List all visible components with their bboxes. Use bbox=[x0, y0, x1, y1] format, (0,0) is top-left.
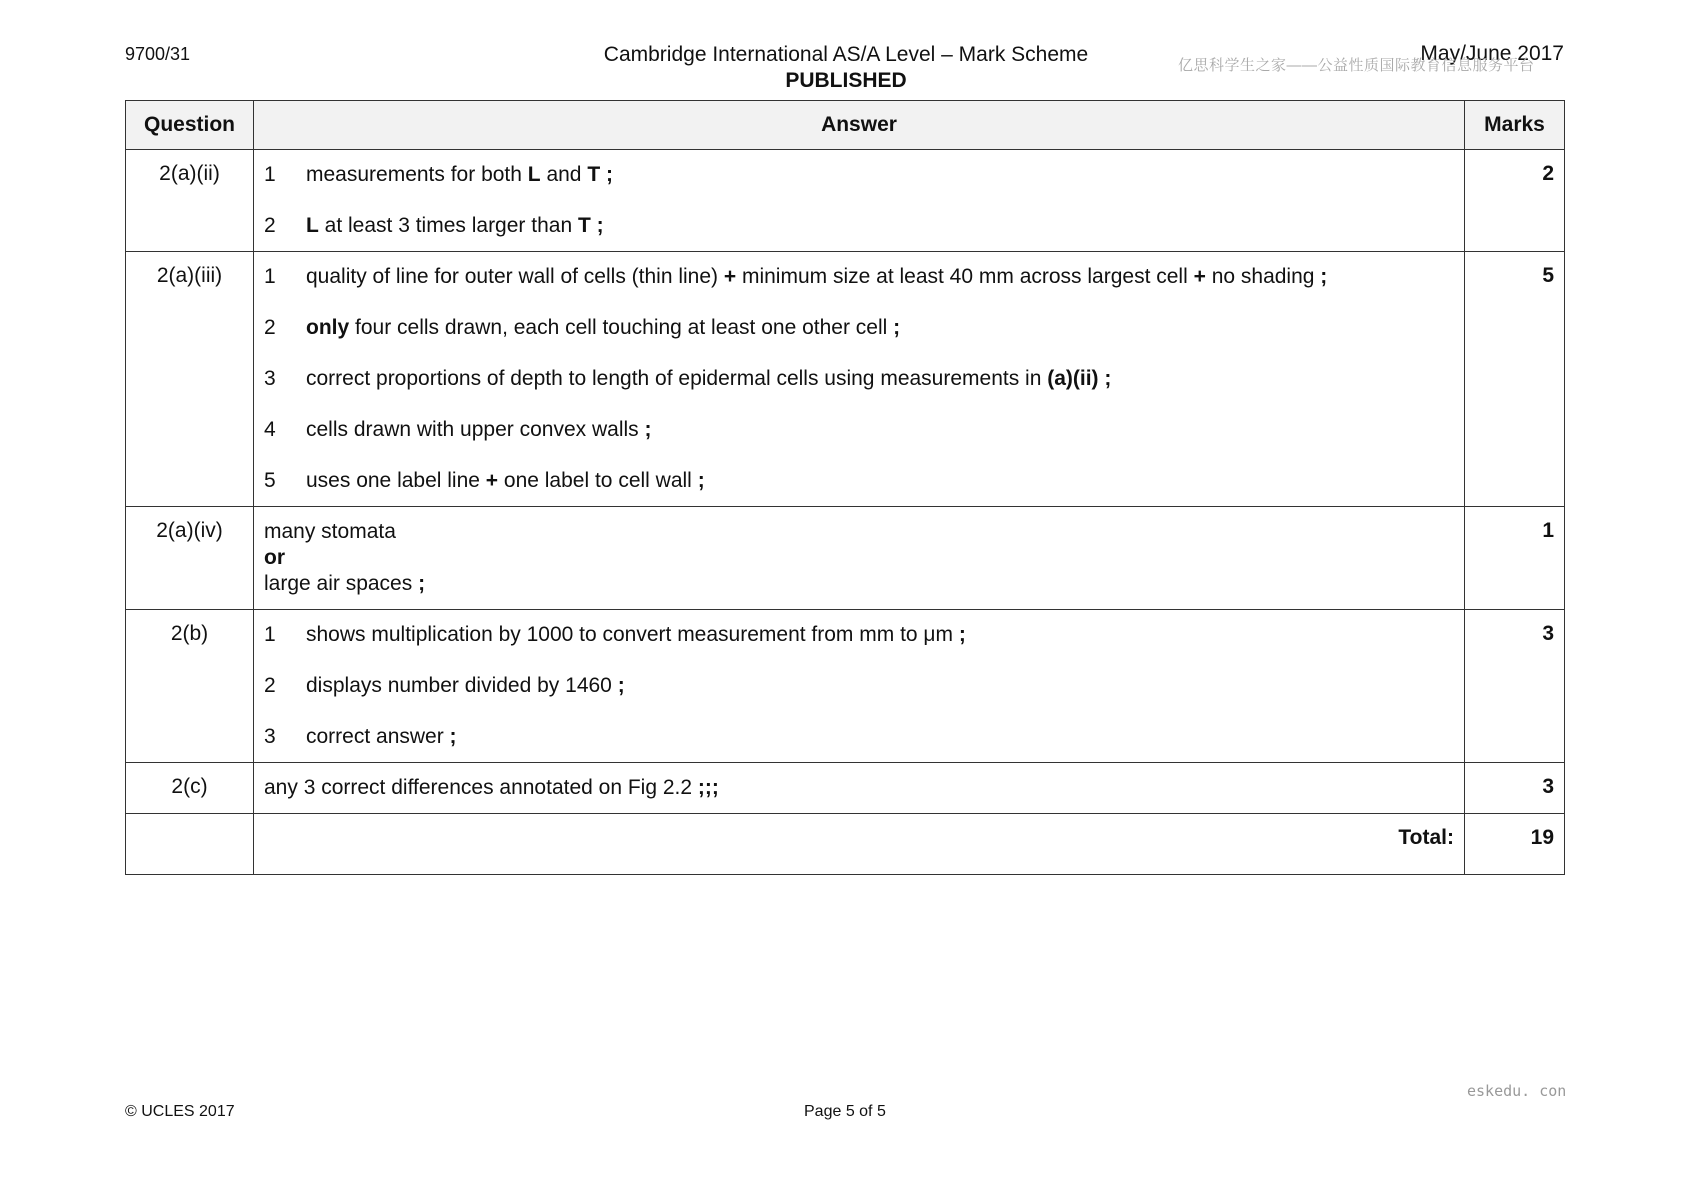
point-number: 1 bbox=[264, 623, 276, 646]
point-number: 3 bbox=[264, 367, 276, 390]
answer-text-bold: ; bbox=[1320, 265, 1328, 288]
marking-point bbox=[264, 724, 1454, 750]
answer-line bbox=[264, 545, 1454, 571]
question-cell: 2(a)(iv) bbox=[126, 507, 254, 610]
marking-point bbox=[264, 468, 1454, 494]
answer-text-bold: ; bbox=[644, 418, 652, 441]
site-watermark: eskedu. con bbox=[1467, 1082, 1567, 1100]
answer-cell bbox=[254, 763, 1465, 814]
answer-text-bold: T ; bbox=[587, 163, 613, 186]
answer-text-bold: ; bbox=[418, 572, 426, 595]
point-number: 1 bbox=[264, 163, 276, 186]
paper-code: 9700/31 bbox=[125, 44, 191, 64]
marks-cell: 2 bbox=[1465, 150, 1565, 252]
answer-text: measurements for both bbox=[306, 163, 528, 186]
answer-text: shows multiplication by 1000 to convert measurement from mm to μm bbox=[306, 623, 959, 646]
point-text bbox=[306, 673, 1454, 699]
answer-text: cells drawn with upper convex walls bbox=[306, 418, 645, 441]
total-row bbox=[126, 814, 1565, 875]
point-text bbox=[306, 468, 1454, 494]
answer-text-bold: ; bbox=[893, 316, 901, 339]
point-text bbox=[306, 162, 1454, 188]
total-label: Total: bbox=[254, 814, 1465, 875]
marking-point bbox=[264, 162, 1454, 188]
answer-text-bold: ; bbox=[697, 469, 705, 492]
answer-text: displays number divided by 1460 bbox=[306, 674, 618, 697]
document-status: PUBLISHED bbox=[785, 69, 907, 92]
point-text bbox=[306, 264, 1454, 290]
answer-text: many stomata bbox=[264, 520, 396, 543]
point-number: 3 bbox=[264, 725, 276, 748]
point-text bbox=[306, 315, 1454, 341]
answer-text: and bbox=[540, 163, 588, 186]
answer-text-bold: + bbox=[1193, 265, 1206, 288]
point-number: 2 bbox=[264, 214, 276, 237]
answer-text-bold: ; bbox=[958, 623, 966, 646]
point-text bbox=[306, 417, 1454, 443]
table-row bbox=[126, 150, 1565, 252]
answer-text-bold: ; bbox=[449, 725, 457, 748]
answer-line bbox=[264, 571, 1454, 597]
marks-cell: 3 bbox=[1465, 610, 1565, 763]
answer-text: uses one label line bbox=[306, 469, 486, 492]
answer-text-bold: ; bbox=[617, 674, 625, 697]
answer-text: no shading bbox=[1205, 265, 1321, 288]
table-row bbox=[126, 507, 1565, 610]
point-text bbox=[306, 724, 1454, 750]
question-cell: 2(b) bbox=[126, 610, 254, 763]
table-row bbox=[126, 610, 1565, 763]
answer-text: quality of line for outer wall of cells (thin line) bbox=[306, 265, 724, 288]
question-cell: 2(a)(iii) bbox=[126, 252, 254, 507]
question-cell: 2(a)(ii) bbox=[126, 150, 254, 252]
marking-point bbox=[264, 315, 1454, 341]
point-number: 2 bbox=[264, 674, 276, 697]
answer-text-bold: T ; bbox=[577, 214, 604, 237]
marking-point bbox=[264, 264, 1454, 290]
point-number: 2 bbox=[264, 316, 276, 339]
answer-text: minimum size at least 40 mm across largest cell bbox=[736, 265, 1194, 288]
table-row bbox=[126, 252, 1565, 507]
marking-point bbox=[264, 622, 1454, 648]
point-text bbox=[306, 213, 1454, 239]
answer-text-bold: L bbox=[306, 214, 319, 237]
answer-text-bold: or bbox=[264, 546, 285, 569]
answer-cell bbox=[254, 150, 1465, 252]
copyright: © UCLES 2017 bbox=[125, 1103, 235, 1120]
marking-point bbox=[264, 366, 1454, 392]
page-number: Page 5 of 5 bbox=[804, 1103, 886, 1120]
point-text bbox=[306, 622, 1454, 648]
marks-cell: 5 bbox=[1465, 252, 1565, 507]
answer-text-bold: only bbox=[306, 316, 350, 339]
answer-text: four cells drawn, each cell touching at least one other cell bbox=[349, 316, 894, 339]
header-question: Question bbox=[126, 101, 254, 150]
table-row bbox=[126, 763, 1565, 814]
question-cell: 2(c) bbox=[126, 763, 254, 814]
answer-line bbox=[264, 775, 1454, 801]
answer-text: any 3 correct differences annotated on Fig 2.2 bbox=[264, 776, 698, 799]
point-text bbox=[306, 366, 1454, 392]
marking-point bbox=[264, 417, 1454, 443]
point-number: 4 bbox=[264, 418, 276, 441]
answer-cell bbox=[254, 252, 1465, 507]
answer-text: large air spaces bbox=[264, 572, 419, 595]
answer-cell bbox=[254, 507, 1465, 610]
total-empty-cell bbox=[126, 814, 254, 875]
point-number: 5 bbox=[264, 469, 276, 492]
answer-text-bold: (a)(ii) ; bbox=[1047, 367, 1112, 390]
answer-text: one label to cell wall bbox=[498, 469, 698, 492]
marking-point bbox=[264, 213, 1454, 239]
marks-cell: 1 bbox=[1465, 507, 1565, 610]
answer-text-bold: + bbox=[723, 265, 737, 288]
table-header-row bbox=[126, 101, 1565, 150]
answer-cell bbox=[254, 610, 1465, 763]
marks-cell: 3 bbox=[1465, 763, 1565, 814]
answer-text: at least 3 times larger than bbox=[318, 214, 578, 237]
table-body bbox=[126, 150, 1565, 875]
answer-text: correct answer bbox=[306, 725, 450, 748]
header-answer: Answer bbox=[254, 101, 1465, 150]
answer-line bbox=[264, 519, 1454, 545]
document-title: Cambridge International AS/A Level – Mark Scheme bbox=[603, 43, 1089, 66]
answer-text-bold: + bbox=[485, 469, 499, 492]
answer-text: correct proportions of depth to length of epidermal cells using measurements in bbox=[306, 367, 1048, 390]
header-marks: Marks bbox=[1465, 101, 1565, 150]
marking-point bbox=[264, 673, 1454, 699]
point-number: 1 bbox=[264, 265, 276, 288]
total-value: 19 bbox=[1465, 814, 1565, 875]
watermark-text: 亿思科学生之家——公益性质国际教育信息服务平台 bbox=[1178, 57, 1535, 74]
answer-text-bold: ;;; bbox=[697, 776, 719, 799]
answer-text-bold: L bbox=[527, 163, 541, 186]
mark-scheme-table bbox=[125, 100, 1565, 875]
exam-session: May/June 2017 bbox=[1420, 42, 1564, 65]
